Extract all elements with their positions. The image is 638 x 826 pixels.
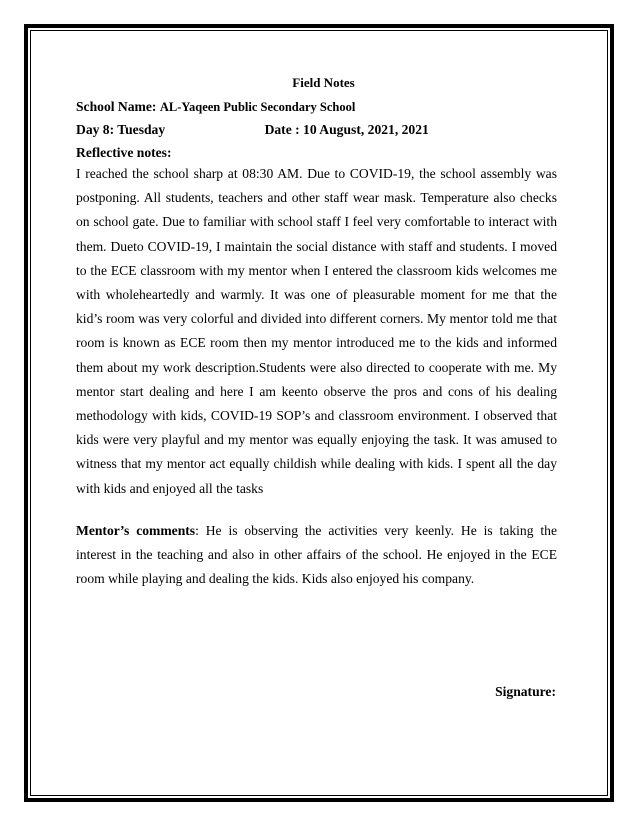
document-title: Field Notes [292, 75, 355, 90]
date-label: Date : 10 August, 2021, 2021 [264, 122, 429, 137]
reflective-notes-text: I reached the school sharp at 08:30 AM. Due to COVID-19, the school assembly was postponing. All students, teachers and other staff wear mask. Temperature also checks on school gate. Due to familiar with school staff I feel very comfortable to interact with them. Dueto COVID-19, I maintain the social distance with staff and students. I moved to the ECE classroom with my mentor when I entered the classroom kids welcomes me with wholeheartedly and warmly. It was one of pleasurable moment for me that the kid’s room was very colorful and divided into different corners. My mentor told me that room is known as ECE room then my mentor introduced me to the kids and informed them about my work description.Students were also directed to cooperate with me. My mentor start dealing and here I am keento observe the pros and cons of his dealing methodology with kids, COVID-19 SOP’s and classroom environment. I observed that kids were very playful and my mentor was equally enjoying the task. It was amused to witness that my mentor act equally childish while dealing with kids. I spent all the day with kids and enjoyed all the tasks [76, 166, 557, 496]
day-date-line [76, 121, 557, 139]
school-name-label: School Name: [76, 99, 157, 114]
school-name-line [76, 98, 557, 116]
mentor-comments-label: Mentor’s comments [76, 522, 196, 538]
signature-label: Signature: [495, 684, 556, 699]
document-body [76, 76, 557, 591]
paragraph-gap [76, 501, 557, 519]
reflective-notes-heading: Reflective notes: [76, 145, 172, 160]
school-name-value: AL-Yaqeen Public Secondary School [159, 100, 356, 114]
mentor-comments-text: : He is observing the activities very keenly. He is taking the interest in the teaching and also in other affairs of the school. He enjoyed in the ECE room while playing and dealing the kids. Kids also enjoyed his company. [76, 522, 557, 587]
day-label: Day 8: Tuesday [76, 122, 166, 137]
mentor-comments [76, 519, 557, 592]
